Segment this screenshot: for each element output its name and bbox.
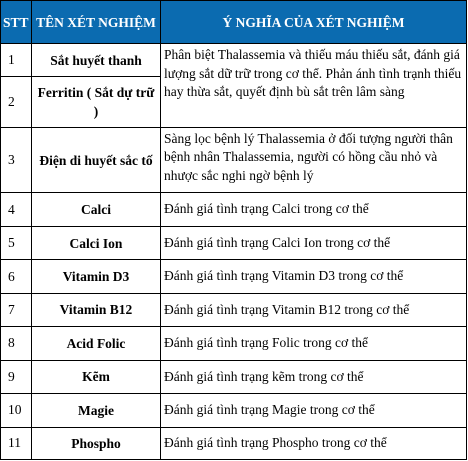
- test-name: Phospho: [32, 427, 161, 460]
- table-body: [1, 44, 467, 460]
- table-header: [1, 1, 467, 44]
- test-name: Kẽm: [32, 360, 161, 393]
- table-row: [1, 260, 467, 293]
- test-description: Đánh giá tình trạng kẽm trong cơ thể: [161, 360, 467, 393]
- table-row: [1, 193, 467, 226]
- row-number: 1: [1, 44, 32, 77]
- table-row: [1, 394, 467, 427]
- test-description: Đánh giá tình trạng Calci trong cơ thể: [161, 193, 467, 226]
- test-description: Đánh giá tình trạng Calci Ion trong cơ thể: [161, 226, 467, 259]
- row-number: 10: [1, 394, 32, 427]
- table-row: [1, 427, 467, 460]
- header-stt: STT: [1, 1, 32, 44]
- table-row: [1, 360, 467, 393]
- header-row: [1, 1, 467, 44]
- test-name: Calci Ion: [32, 226, 161, 259]
- row-number: 11: [1, 427, 32, 460]
- row-number: 7: [1, 293, 32, 326]
- table-row: [1, 293, 467, 326]
- table-row: [1, 226, 467, 259]
- table-row: [1, 327, 467, 360]
- row-number: 4: [1, 193, 32, 226]
- row-number: 6: [1, 260, 32, 293]
- test-name: Calci: [32, 193, 161, 226]
- test-description: Đánh giá tình trạng Vitamin B12 trong cơ thể: [161, 293, 467, 326]
- table-row: [1, 127, 467, 193]
- test-name: Magie: [32, 394, 161, 427]
- test-name: Vitamin D3: [32, 260, 161, 293]
- test-name: Ferritin ( Sắt dự trữ ): [32, 77, 161, 127]
- row-number: 3: [1, 127, 32, 193]
- row-number: 5: [1, 226, 32, 259]
- test-description: Đánh giá tình trạng Vitamin D3 trong cơ thể: [161, 260, 467, 293]
- test-name: Sắt huyết thanh: [32, 44, 161, 77]
- table-row: [1, 44, 467, 77]
- test-name: Acid Folic: [32, 327, 161, 360]
- test-description: Sàng lọc bệnh lý Thalassemia ở đối tượng người thân bệnh nhân Thalassemia, người có hồng cầu nhỏ và nhược sắc nghi ngờ bệnh lý: [161, 127, 467, 193]
- row-number: 8: [1, 327, 32, 360]
- test-description: Đánh giá tình trạng Magie trong cơ thể: [161, 394, 467, 427]
- row-number: 2: [1, 77, 32, 127]
- row-number: 9: [1, 360, 32, 393]
- test-description: Đánh giá tình trạng Folic trong cơ thể: [161, 327, 467, 360]
- test-description: Phân biệt Thalassemia và thiếu máu thiếu sắt, đánh giá lượng sắt dữ trữ trong cơ thể. Phản ánh tình trạnh thiếu hay thừa sắt, quyết định bù sắt trên lâm sàng: [161, 44, 467, 128]
- test-description: Đánh giá tình trạng Phospho trong cơ thể: [161, 427, 467, 460]
- header-test-meaning: Ý NGHĨA CỦA XÉT NGHIỆM: [161, 1, 467, 44]
- test-name: Vitamin B12: [32, 293, 161, 326]
- test-name: Điện di huyết sắc tố: [32, 127, 161, 193]
- header-test-name: TÊN XÉT NGHIỆM: [32, 1, 161, 44]
